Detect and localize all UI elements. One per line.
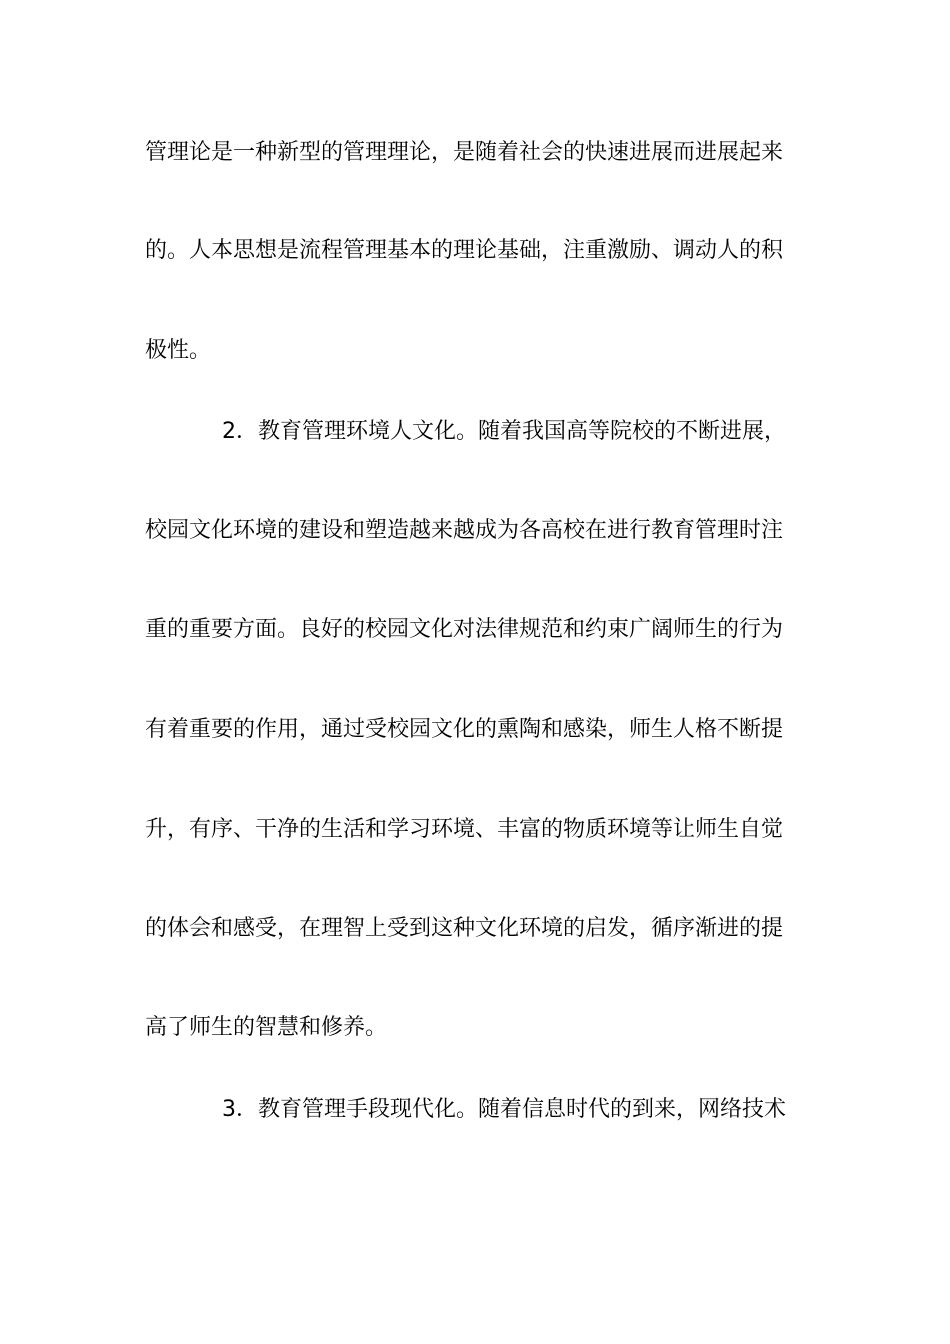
text-line: 2．教育管理环境人文化。随着我国高等院校的不断进展， <box>222 419 786 444</box>
text-line: 有着重要的作用，通过受校园文化的熏陶和感染，师生人格不断提 <box>145 717 784 742</box>
text-line: 管理论是一种新型的管理理论，是随着社会的快速进展而进展起来 <box>145 140 784 165</box>
text-line: 的体会和感受，在理智上受到这种文化环境的启发，循序渐进的提 <box>145 916 784 941</box>
text-line: 的。人本思想是流程管理基本的理论基础，注重激励、调动人的积 <box>145 238 784 263</box>
text-line: 校园文化环境的建设和塑造越来越成为各高校在进行教育管理时注 <box>145 518 784 543</box>
text-line: 升，有序、干净的生活和学习环境、丰富的物质环境等让师生自觉 <box>145 817 784 842</box>
text-line: 3．教育管理手段现代化。随着信息时代的到来，网络技术 <box>222 1097 786 1122</box>
text-line: 高了师生的智慧和修养。 <box>145 1015 388 1040</box>
text-line: 重的重要方面。良好的校园文化对法律规范和约束广阔师生的行为 <box>145 617 784 642</box>
text-line: 极性。 <box>145 338 212 363</box>
